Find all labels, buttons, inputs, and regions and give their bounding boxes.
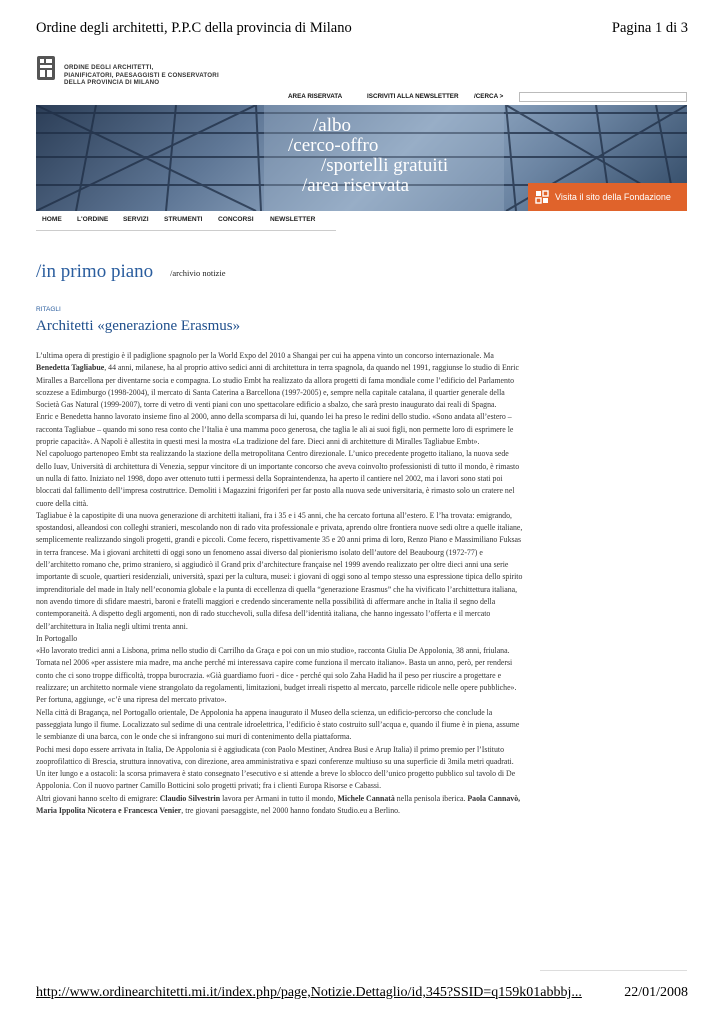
article-paragraph: Altri giovani hanno scelto di emigrare: Claudio Silvestrin lavora per Armani in tutto il mondo, Michele Cannatà nella penisola iberica. Paola Cannavò, Maria Ippolita Nicotera e Francesca Venier, tre giovani paesaggiste, nel 2000 hanno fondato Studio.eu a Berlino.	[36, 793, 521, 815]
article-body	[36, 350, 524, 817]
foundation-icon	[535, 190, 549, 204]
article-title: Architetti «generazione Erasmus»	[36, 318, 241, 334]
banner-link-area-riservata[interactable]: /area riservata	[302, 175, 410, 196]
section-title: /in primo piano	[36, 261, 154, 282]
search-link[interactable]: /CERCA >	[474, 93, 504, 100]
print-footer	[36, 985, 688, 1005]
print-header-title: Ordine degli architetti, P.P.C della provincia di Milano	[36, 20, 352, 36]
logo-text	[64, 64, 219, 87]
article-paragraph: In Portogallo	[36, 633, 78, 643]
article-paragraph: Tagliabue è la capostipite di una nuova generazione di architetti italiani, fra i 35 e i 45 anni, che ha cercato fortuna all’estero. E l’ha trovata: emigrando, spostandosi, alleandosi con colleghi stranieri, mescolando non di rado vita professionale e privata, aprendo oltre frontiera nuove sedi oltre a quelle italiane, semplicemente realizzando singoli progetti, grandi e piccoli. Come fecero, rispettivamente 35 e 20 anni prima di loro, Renzo Piano e Massimiliano Fuksas in terra francese. Ma i giovani architetti di oggi sono un fenomeno assai diverso dal pionierismo isolato dell’autore del Beaubourg (1972-77) e dell’architetto romano che, primo straniero, si aggiudicò il Grand prix d’architecture française nel 1999 avendo realizzato per oltre dieci anni una serie importante di scuole, quartieri residenziali, università, spazi per la cultura, musei: i giovani di oggi sono al tempo stesso una espressione tipica dello spirito imprenditoriale del made in Italy nell’economia globale e la punta di eccellenza di quella “generazione Erasmus” che ha vivificato l’archittettura italiana, non avendo timore di sfidare maestri, baroni e fratelli maggiori e credendo sinceramente nella possibilità di affermare anche in Italia il segno della contemporaneità. A dispetto degli argomenti, non di rado stucchevoli, sulla difesa dell’identità italiana, che hanno ingessato l’offerta e il mercato dell’architettura in Italia negli ultimi trenta anni.	[36, 510, 523, 631]
article-paragraph: Nella città di Bragança, nel Portogallo orientale, De Appolonia ha appena inaugurato il Museo della scienza, un edificio-percorso che conclude la passeggiata lungo il fiume. Localizzato sul sedime di una centrale idroelettrica, l’edificio è stato costruito sull’acqua e, quando il fiume è in piena, assume le sembianze di una barca, con le onde che si infrangono sui muri di contenimento della piattaforma.	[36, 707, 520, 742]
article-category[interactable]: RITAGLI	[36, 306, 61, 313]
print-header	[36, 20, 688, 42]
nav-home[interactable]: HOME	[42, 216, 62, 223]
article-paragraph: Enric e Benedetta hanno lavorato insieme fino al 2000, anno della scomparsa di lui, quando lei ha preso le redini dello studio. «Sono andata all’estero – racconta Tagliabue – quando mi sono resa conto che l’Italia è una mamma poco generosa, che taglia le ali ai suoi figli, non permette loro di esprimere le proprie capacità». A Napoli è allestita in questi mesi la mostra «La tradizione del fare. Dieci anni di architetture di Miralles Tagliabue Embt».	[36, 412, 514, 447]
nav-divider	[36, 230, 336, 231]
nav-strumenti[interactable]: STRUMENTI	[164, 216, 203, 223]
nav-ordine[interactable]: L'ORDINE	[77, 216, 109, 223]
logo-line-1: ORDINE DEGLI ARCHITETTI,	[64, 64, 154, 71]
foundation-button-label: Visita il sito della Fondazione	[555, 192, 671, 202]
area-riservata-link[interactable]: AREA RISERVATA	[288, 93, 343, 100]
newsletter-signup-link[interactable]: ISCRIVITI ALLA NEWSLETTER	[367, 93, 459, 100]
nav-newsletter[interactable]: NEWSLETTER	[270, 216, 316, 223]
article-paragraph: «Ho lavorato tredici anni a Lisbona, prima nello studio di Carrilho da Graça e poi con un mio studio», racconta Giulia De Appolonia, 38 anni, friulana. Tornata nel 2006 «per assistere mia madre, ma anche perché mi interessava capire come funziona il mercato italiano». Basta un anno, però, per rendersi conto che ci sono troppe difficoltà, troppa burocrazia. «Già guardiamo fuori - dice - perché qui solo Zaha Hadid ha il peso per riuscire a progettare e realizzare; un architetto normale viene strangolato da regolamenti, limitazioni, budget irreali rispetto al mercato, parcelle ridicole nelle opere pubbliche». Per fortuna, aggiunge, «c’è una ripresa del mercato privato».	[36, 646, 517, 705]
footer-divider	[540, 970, 687, 971]
header-banner	[36, 105, 687, 211]
nav-concorsi[interactable]: CONCORSI	[218, 216, 254, 223]
logo-icon	[36, 55, 56, 81]
search-input[interactable]	[519, 92, 687, 102]
logo-line-2: PIANIFICATORI, PAESAGGISTI E CONSERVATORI	[64, 71, 219, 79]
print-footer-date: 22/01/2008	[624, 985, 688, 1000]
banner-link-sportelli[interactable]: /sportelli gratuiti	[321, 155, 449, 176]
print-footer-url[interactable]: http://www.ordinearchitetti.mi.it/index.php/page,Notizie.Dettaglio/id,345?SSID=q159k01abbbj...	[36, 985, 582, 1000]
logo-line-3: DELLA PROVINCIA DI MILANO	[64, 79, 160, 87]
banner-link-cerco-offro[interactable]: /cerco-offro	[288, 135, 379, 156]
article-paragraph: L’ultima opera di prestigio è il padiglione spagnolo per la World Expo del 2010 a Shangai per cui ha appena vinto un concorso internazionale. Ma Benedetta Tagliabue, 44 anni, milanese, ha al proprio attivo sedici anni di architettura in terra spagnola, da quando nel 1991, raggiunse lo studio di Enric Miralles a Barcellona per diventarne socia e compagna. Lo studio Embt ha realizzato da allora progetti di fama mondiale come l’edificio del Parlamento scozzese a Edimburgo (1998-2004), il mercato di Santa Caterina a Barcellona (1997-2005) e, sempre nella capitale catalana, il quartier generale della Società Gas Natural (1999-2007), torre di vetro di venti piani con uno spettacolare edificio a sbalzo, che sarà presto inaugurato dai reali di Spagna.	[36, 351, 519, 410]
print-header-page: Pagina 1 di 3	[611, 20, 688, 36]
banner-link-albo[interactable]: /albo	[313, 115, 351, 136]
article-paragraph: Pochi mesi dopo essere arrivata in Italia, De Appolonia si è aggiudicata (con Paolo Mestiner, Andrea Busi e Arup Italia) il primo premio per l’Istituto zooprofilattico di Brescia, struttura innovativa, con direzione, area amministrativa e spazi conferenze multiuso su una superficie di 3mila metri quadrati. Un iter lungo e a ostacoli: la scorsa primavera è stato consegnato l’esecutivo e si attende a breve lo sblocco dell’unico progetto pubblico sul tavolo di De Appolonia. Con il nuovo partner Camillo Botticini solo progetti privati; fra i clienti Europa Risorse e Cabassi.	[36, 744, 516, 791]
nav-servizi[interactable]: SERVIZI	[123, 216, 149, 223]
foundation-site-button[interactable]	[528, 183, 687, 211]
site-logo[interactable]	[36, 55, 276, 95]
archive-link[interactable]: /archivio notizie	[170, 268, 226, 278]
article-paragraph: Nel capoluogo partenopeo Embt sta realizzando la stazione della metropolitana Centro direzionale. L’unico precedente progetto italiano, la nuova sede dello Iuav, Università di architettura di Venezia, seppur vincitore di un importante concorso che aveva coinvolto professionisti di tutto il mondo, è rimasto un nulla di fatto. Iniziato nel 1998, dopo aver ottenuto tutti i permessi della Sopraintendenza, ha aperto il cantiere nel 2002, ma i lavori sono stati poi bloccati dal fallimento dell’impresa costruttrice. Demoliti i Magazzini frigoriferi per far posto alla nuova sede universitaria, è rimasto solo un cratere nel cuore della città.	[36, 449, 520, 508]
